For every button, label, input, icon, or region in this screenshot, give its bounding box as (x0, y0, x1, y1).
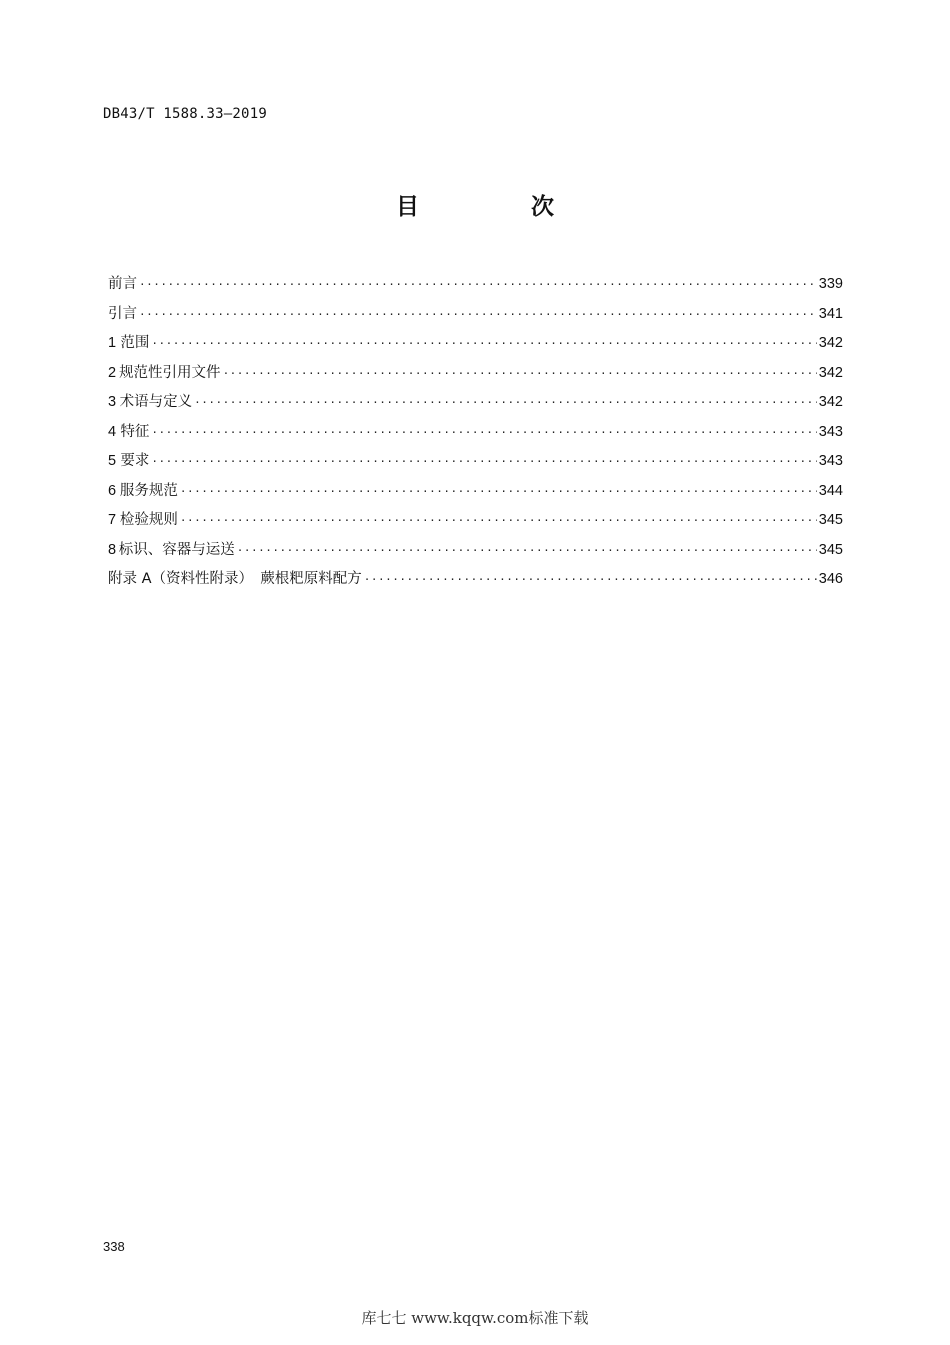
toc-dot-leader (180, 485, 817, 498)
toc-entry-marking-containers-transport[interactable] (108, 538, 843, 568)
toc-entry-label: 特征 (120, 423, 150, 440)
table-of-contents (108, 272, 843, 597)
toc-entry-inspection-rules[interactable] (108, 508, 843, 538)
toc-dot-leader (139, 278, 817, 291)
page-number: 338 (103, 1239, 125, 1254)
toc-entry-requirements[interactable] (108, 449, 843, 479)
toc-entry-page: 342 (818, 364, 843, 381)
toc-entry-label: 检验规则 (119, 512, 178, 528)
toc-entry-page: 342 (818, 335, 843, 351)
toc-entry-number: 4 (108, 423, 117, 440)
toc-entry-number: 5 (108, 453, 117, 469)
toc-entry-foreword[interactable] (108, 272, 843, 302)
toc-entry-page: 344 (818, 482, 843, 499)
toc-entry-number: 2 (108, 364, 117, 381)
toc-entry-label: 引言 (108, 305, 137, 322)
toc-entry-introduction[interactable] (108, 302, 843, 332)
toc-entry-page: 343 (818, 423, 843, 440)
toc-entry-terms-definitions[interactable] (108, 390, 843, 420)
toc-title: 目 次 (395, 194, 606, 220)
toc-entry-number: 6 (108, 482, 117, 499)
toc-entry-label: 前言 (108, 276, 137, 292)
toc-dot-leader (237, 544, 817, 557)
toc-entry-page: 343 (818, 453, 843, 469)
toc-entry-page: 341 (818, 305, 843, 322)
toc-dot-leader (139, 308, 817, 321)
toc-entry-scope[interactable] (108, 331, 843, 361)
toc-dot-leader (151, 455, 816, 468)
toc-entry-label: 要求 (120, 453, 150, 469)
toc-entry-label: 术语与定义 (119, 394, 193, 410)
toc-entry-page: 345 (818, 512, 843, 528)
toc-entry-number: 8 (108, 541, 117, 558)
toc-entry-label: 附录 A（资料性附录） 蕨根粑原料配方 (108, 571, 362, 587)
toc-entry-number: 7 (108, 512, 117, 528)
toc-entry-characteristics[interactable] (108, 420, 843, 450)
toc-entry-service-specification[interactable] (108, 479, 843, 509)
toc-dot-leader (223, 367, 817, 380)
toc-entry-number: 3 (108, 394, 117, 410)
toc-entry-normative-references[interactable] (108, 361, 843, 391)
footer-watermark: 库七七 www.kqqw.com标准下载 (361, 1309, 589, 1327)
toc-dot-leader (364, 573, 817, 586)
toc-entry-number: 1 (108, 335, 117, 351)
document-code: DB43/T 1588.33—2019 (103, 106, 267, 122)
toc-entry-label: 规范性引用文件 (119, 364, 221, 381)
toc-entry-label: 服务规范 (119, 482, 178, 499)
toc-dot-leader (194, 396, 817, 409)
toc-entry-page: 346 (818, 571, 843, 587)
toc-dot-leader (151, 426, 816, 439)
toc-entry-label: 范围 (120, 335, 150, 351)
toc-entry-page: 342 (818, 394, 843, 410)
toc-dot-leader (180, 514, 817, 527)
toc-entry-page: 339 (818, 276, 843, 292)
toc-dot-leader (151, 337, 816, 350)
toc-entry-label: 标识、容器与运送 (118, 541, 235, 558)
toc-entry-appendix-a[interactable] (108, 567, 843, 597)
toc-entry-page: 345 (818, 541, 843, 558)
